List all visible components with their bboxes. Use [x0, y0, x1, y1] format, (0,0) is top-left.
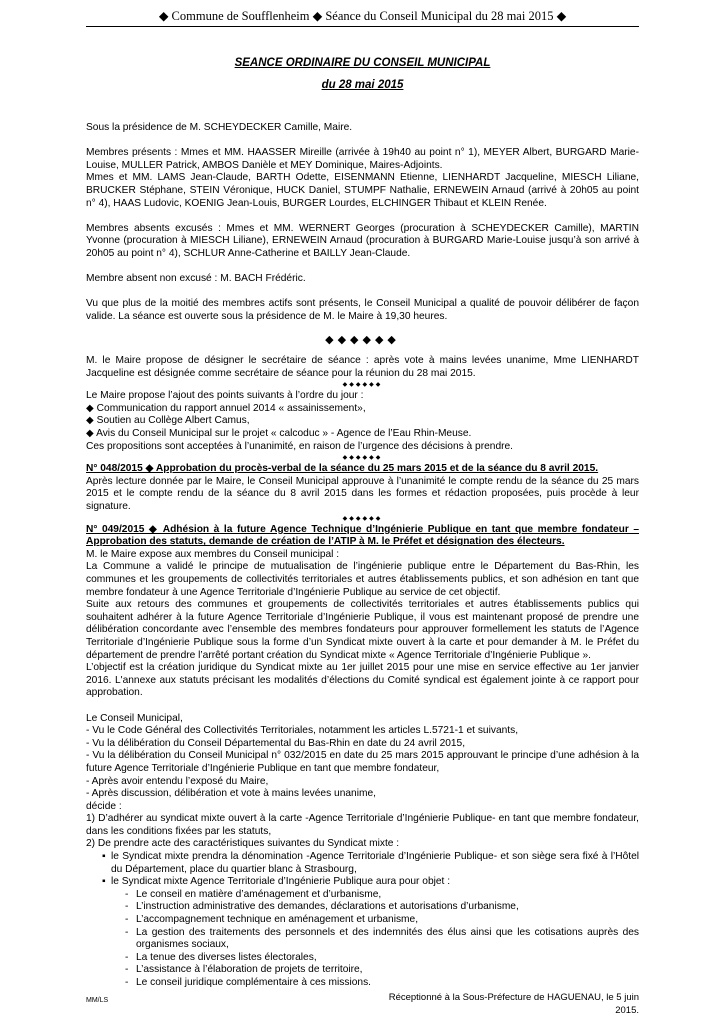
vu-line: - Vu la délibération du Conseil Municipal n° 032/2015 en date du 25 mars 2015 approuvant le principe d’une adhésion à la future Agence Territoriale d’Ingénierie Publique en tant que membre fondateur,: [86, 750, 639, 774]
quorum-paragraph: Vu que plus de la moitié des membres actifs sont présents, le Conseil Municipal a qualité de pouvoir délibérer de façon valide. La séance est ouverte sous la présidence de M. le Maire à 19,30 heures.: [86, 298, 639, 322]
ajout-item: ◆ Avis du Conseil Municipal sur le projet « calcoduc » - Agence de l’Eau Rhin-Meuse.: [86, 428, 472, 440]
vu-line: - Après discussion, délibération et vote à mains levées unanime,: [86, 788, 376, 800]
footer-initials: MM/LS: [86, 997, 109, 1004]
membres-presents-conseillers: Mmes et MM. LAMS Jean-Claude, BARTH Odette, EISENMANN Etienne, LIENHARDT Jacqueline, MIESCH Liliane, BRUCKER Stéphane, STEIN Véronique, HUCK Daniel, STUMPF Nathalie, ERNEWEIN Arnaud (arrivé à 20h05 au point n° 4), HAAS Ludovic, KOENIG Jean-Louis, BURGER Lourdes, ELCHINGER Thibaut et KLEIN Renée.: [86, 172, 639, 209]
objet-item: - La gestion des traitements des personnels et des indemnités des élus ainsi que les cotisations auprès des organismes sociaux,: [125, 927, 639, 952]
ajout-intro: Le Maire propose l’ajout des points suivants à l’ordre du jour :: [86, 390, 364, 402]
objet-item: - Le conseil en matière d’aménagement et d’urbanisme,: [125, 889, 639, 902]
page-header: ◆ Commune de Soufflenheim ◆ Séance du Conseil Municipal du 28 mai 2015 ◆: [86, 8, 639, 27]
bullet-objet: [102, 876, 639, 989]
footer-reception: Réceptionné à la Sous-Préfecture de HAGUENAU, le 5 juin 2015.: [388, 992, 639, 1016]
point-049-paragraph: Suite aux retours des communes et groupements de collectivités territoriales et autres établissements publics qui souhaitent adhérer à la future Agence Territoriale d’Ingénierie Publique, il vous est maintenant proposé de prendre une délibération concordante avec l’ensemble des membres fondateurs pour approuver formellement les statuts de l’Agence Territoriale d’Ingénierie Publique sous la forme d’un Syndicat mixte ouvert à la carte et pour demander à M. le Préfet du département de prendre l’arrêté portant création du Syndicat mixte « Agence Territoriale d’Ingénierie Publique ».: [86, 599, 639, 661]
membre-absent-non-excuse: Membre absent non excusé : M. BACH Frédéric.: [86, 273, 306, 285]
vu-line: - Vu la délibération du Conseil Départemental du Bas-Rhin en date du 24 avril 2015,: [86, 737, 466, 749]
point-048-text: Après lecture donnée par le Maire, le Conseil Municipal approuve à l’unanimité le compte rendu de la séance du 25 mars 2015 et le compte rendu de la séance du 8 avril 2015 dans les formes et rédaction proposées, puis procède à leur signature.: [86, 475, 639, 513]
objets-list: [125, 889, 639, 990]
objet-item: - La tenue des diverses listes électorales,: [125, 952, 639, 965]
bullet-objet-label: le Syndicat mixte Agence Territoriale d’Ingénierie Publique aura pour objet :: [111, 876, 451, 888]
objet-item: - L’accompagnement technique en aménagement et urbanisme,: [125, 914, 639, 927]
membres-absents-excuses: Membres absents excusés : Mmes et MM. WERNERT Georges (procuration à SCHEYDECKER Camille), MARTIN Yvonne (procuration à MIESCH Liliane), ERNEWEIN Arnaud (procuration à BURGARD Marie-Louise jusqu’à son arrivé à 20h05 au point n° 4), SCHLUR Anne-Catherine et BAILLY Jean-Claude.: [86, 222, 639, 259]
document-date: du 28 mai 2015: [321, 79, 404, 91]
small-separator: ◆◆◆◆◆◆: [342, 382, 383, 389]
objet-item: - L’assistance à l’élaboration de projets de territoire,: [125, 964, 639, 977]
membres-presents-adjoints: Membres présents : Mmes et MM. HAASSER Mireille (arrivée à 19h40 au point n° 1), MEYER Albert, BURGARD Marie-Louise, MULLER Patrick, AMBOS Danièle et MEY Dominique, Maires-Adjoints.: [86, 147, 639, 171]
document-body: [86, 122, 639, 990]
vu-line: - Vu le Code Général des Collectivités Territoriales, notamment les articles L.5721-1 et suivants,: [86, 725, 519, 737]
decide-label: décide :: [86, 800, 122, 812]
ajout-item: ◆ Soutien au Collège Albert Camus,: [86, 415, 250, 427]
decision-2: 2) De prendre acte des caractéristiques suivantes du Syndicat mixte :: [86, 838, 400, 850]
point-049-title: N° 049/2015 ◆ Adhésion à la future Agence Technique d’Ingénierie Publique en tant que membre fondateur – Approbation des statuts, demande de création de l’ATIP à M. le Préfet et désignation des électeurs.: [86, 523, 639, 548]
section-separator: ◆◆◆◆◆◆: [325, 333, 400, 346]
point-048-title: N° 048/2015 ◆ Approbation du procès-verbal de la séance du 25 mars 2015 et de la séance du 8 avril 2015.: [86, 463, 599, 475]
document-title: SEANCE ORDINAIRE DU CONSEIL MUNICIPAL: [234, 57, 491, 69]
syndicat-characteristics-list: [102, 851, 639, 990]
bullet-denomination: ▪ le Syndicat mixte prendra la dénomination -Agence Territoriale d’Ingénierie Publique- et son siège sera fixé à l’Hôtel du Département, place du quartier blanc à Strasbourg,: [102, 851, 639, 876]
small-separator: ◆◆◆◆◆◆: [342, 515, 383, 522]
ajout-outro: Ces propositions sont acceptées à l’unanimité, en raison de l’urgence des décisions à prendre.: [86, 440, 513, 452]
secretaire-paragraph: M. le Maire propose de désigner le secrétaire de séance : après vote à mains levées unanime, Mme LIENHARDT Jacqueline est désignée comme secrétaire de séance pour la réunion du 28 mai 2015.: [86, 355, 639, 379]
decision-1: 1) D’adhérer au syndicat mixte ouvert à la carte -Agence Territoriale d’Ingénierie Publique- en tant que membre fondateur, dans les conditions fixées par les statuts,: [86, 813, 639, 837]
vu-line: - Après avoir entendu l’exposé du Maire,: [86, 775, 269, 787]
small-separator: ◆◆◆◆◆◆: [342, 455, 383, 462]
point-049-paragraph: La Commune a validé le principe de mutualisation de l’ingénierie publique entre le Département du Bas-Rhin, les communes et les groupements de collectivités territoriales et autres établissements publics, et son adhésion en tant que membre fondateur à une Agence Territoriale d’Ingénierie Publique au service de cet objectif.: [86, 561, 639, 598]
point-049-paragraph: L’objectif est la création juridique du Syndicat mixte au 1er juillet 2015 pour une mise en service effective au 1er janvier 2016. L'annexe aux statuts précisant les modalités d’élections du Comité syndical est également jointe à ce rapport pour approbation.: [86, 662, 639, 699]
conseil-intro: Le Conseil Municipal,: [86, 712, 183, 724]
presidence-paragraph: Sous la présidence de M. SCHEYDECKER Camille, Maire.: [86, 122, 353, 133]
ajout-item: ◆ Communication du rapport annuel 2014 « assainissement»,: [86, 402, 366, 414]
objet-item: - L’instruction administrative des demandes, déclarations et autorisations d’urbanisme,: [125, 901, 639, 914]
objet-item: - Le conseil juridique complémentaire à ces missions.: [125, 977, 639, 990]
point-049-paragraph: M. le Maire expose aux membres du Conseil municipal :: [86, 548, 340, 560]
